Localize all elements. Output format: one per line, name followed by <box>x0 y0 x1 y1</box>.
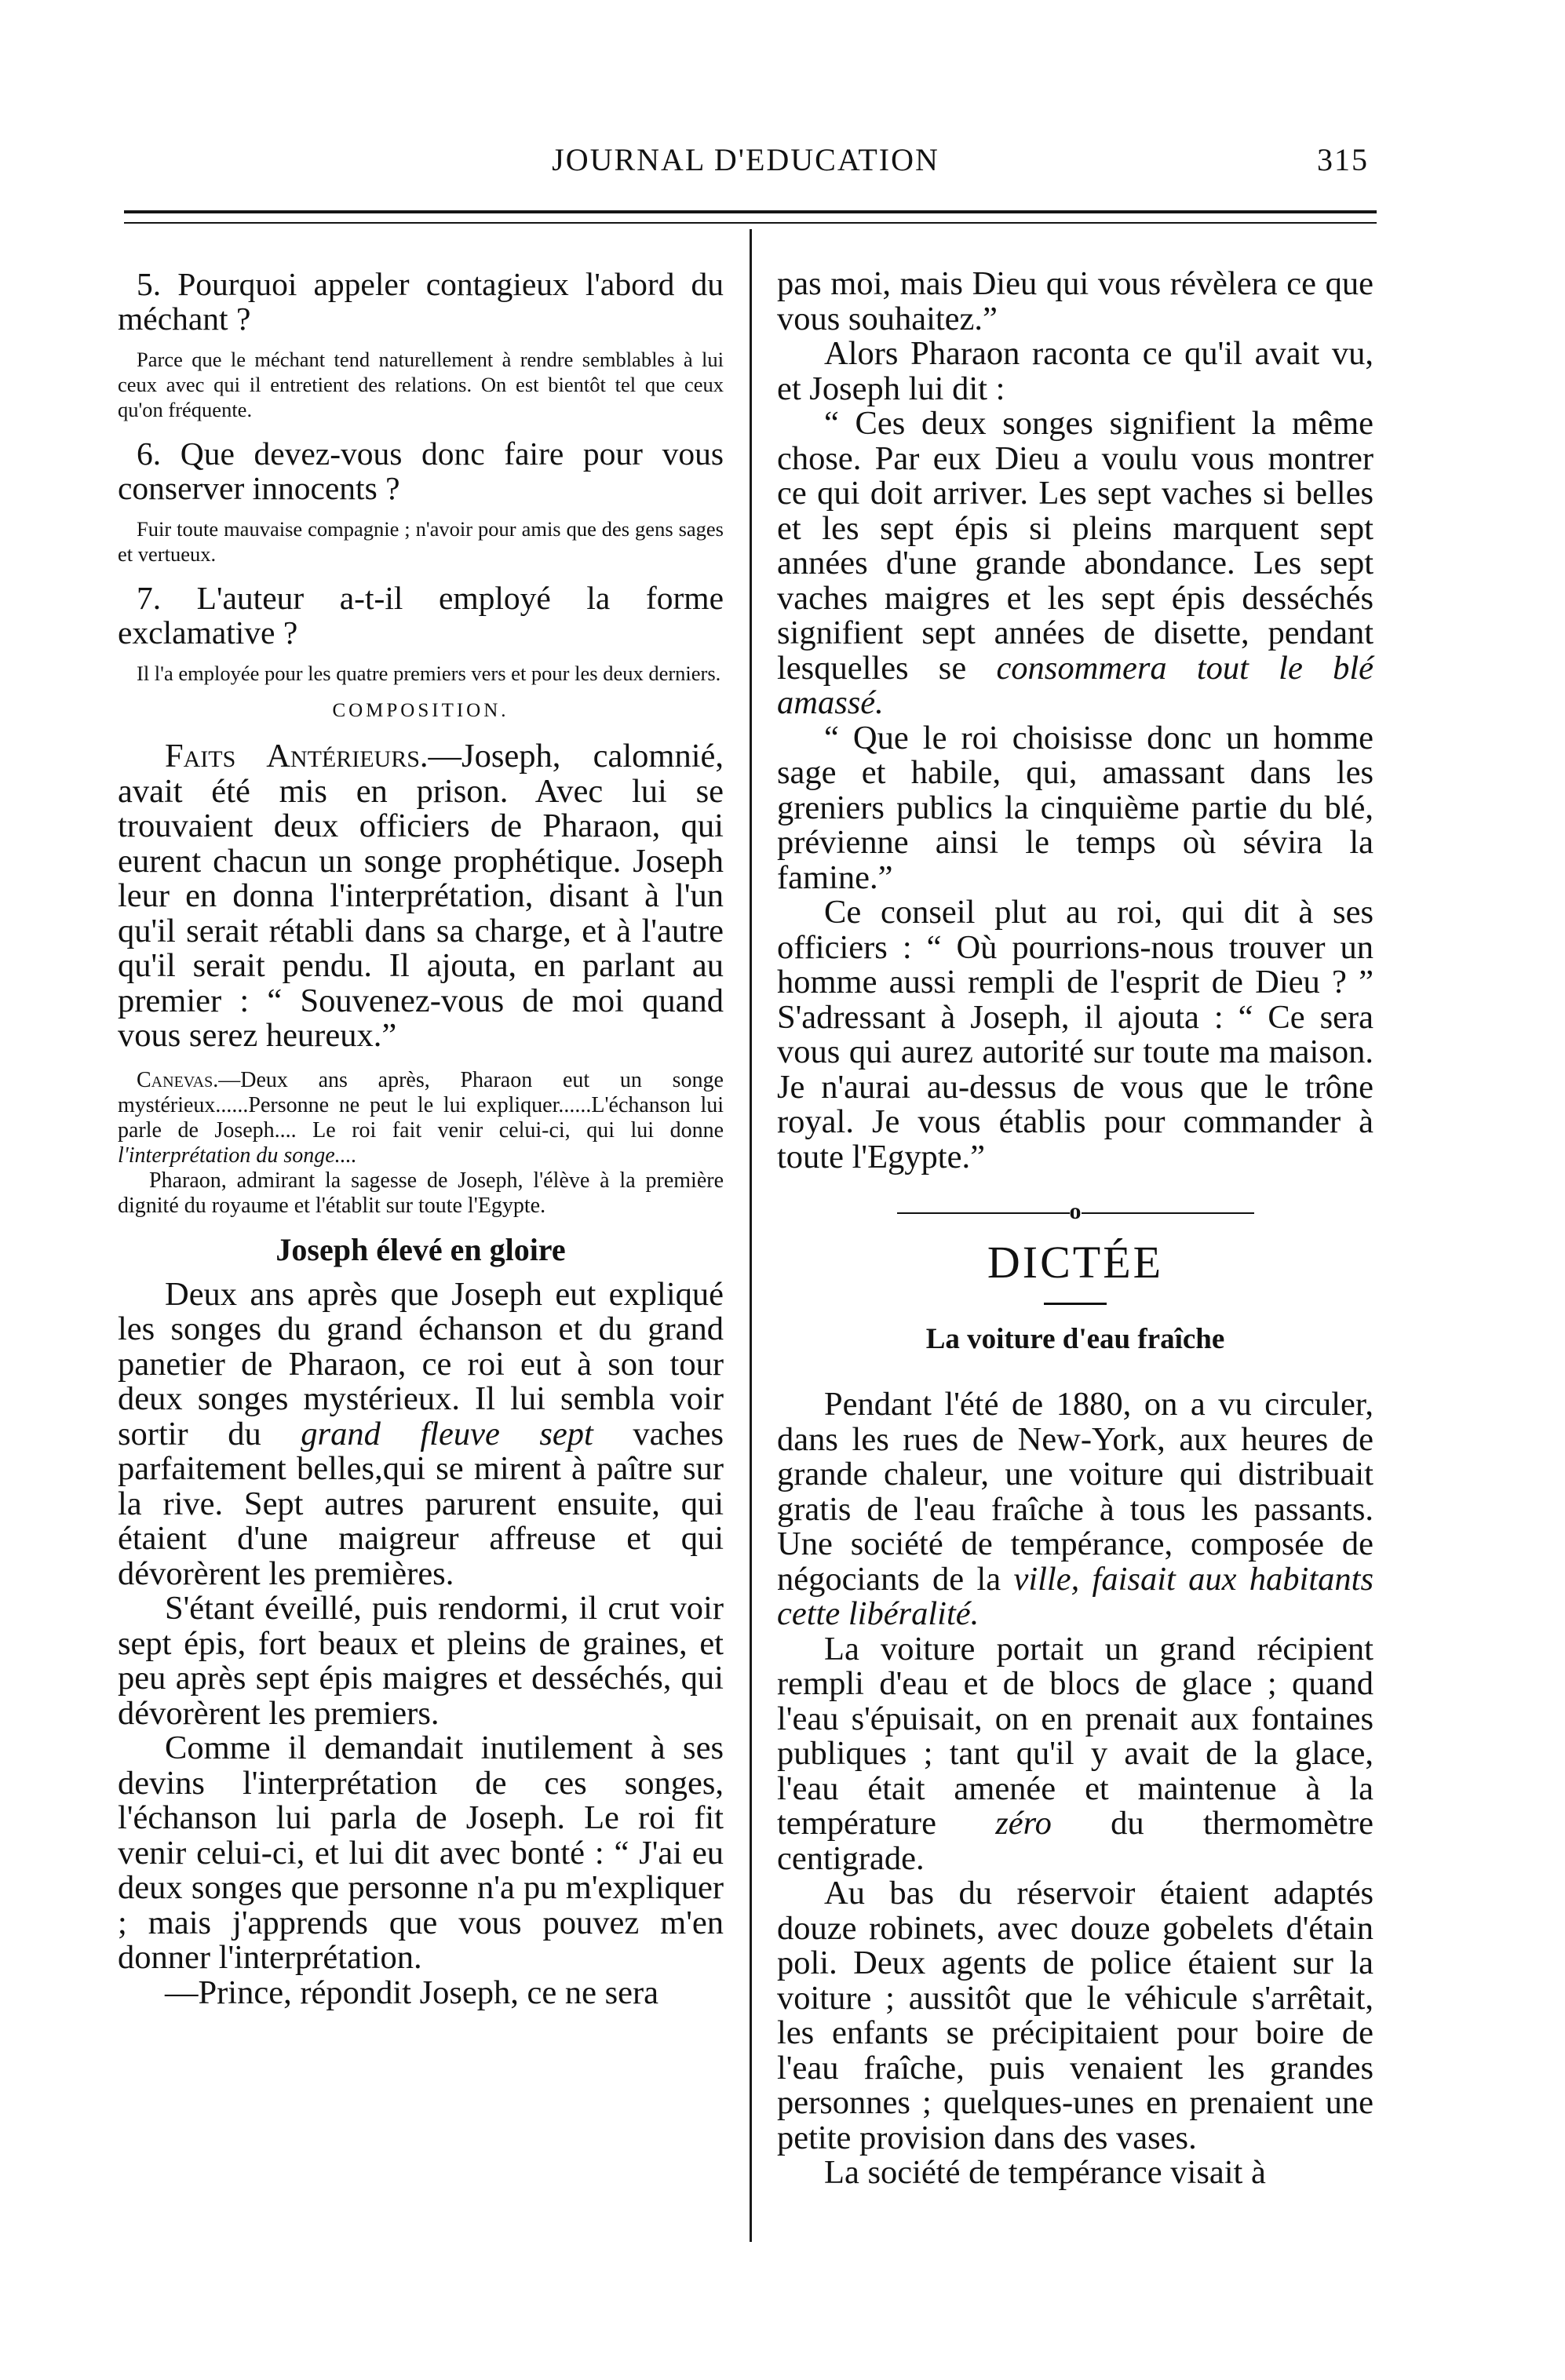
dictee-paragraph-4: La société de tempérance visait à <box>824 2154 1266 2191</box>
page-number: 315 <box>1317 142 1369 177</box>
dictee-p1-a: Pendant l'été de 1880, on a vu circuler, dans les rues de New-York, aux heures de grande chaleur, une voiture qui distribuait gratis de l'eau fraîche à tous les passants. Une société de tempérance, composée de négociants de la <box>777 1386 1373 1598</box>
story-continued-5: Ce conseil plut au roi, qui dit à ses officiers : “ Où pourrions-nous trouver un homme aussi rempli de l'esprit de Dieu ? ” S'adressant à Joseph, il ajouta : “ Ce sera vous qui aurez autorité sur toute ma maison. Je n'aurai au-dessus de vous que le trône royal. Je vous établis pour commander à toute l'Egypte.” <box>777 894 1373 1175</box>
page-header <box>118 135 1373 190</box>
faits-label: Faits Antérieurs. <box>165 738 429 775</box>
story-paragraph-2: S'étant éveillé, puis rendormi, il crut voir sept épis, fort beaux et pleins de graines, et peu après sept épis maigres et desséchés, qui dévorèrent les premiers. <box>118 1590 724 1732</box>
story-p1-a: Deux ans après que Joseph eut expliqué les songes du grand échanson et du grand panetier de Pharaon, ce roi eut à son tour deux songes mystérieux. Il lui sembla voir sortir du <box>118 1275 724 1452</box>
story-paragraph-1 <box>118 1277 724 1592</box>
dictee-p2-a: La voiture portait un grand récipient rempli d'eau et de blocs de glace ; quand l'eau s'épuisait, on en prenait aux fontaines publiques ; tant qu'il y avait de la glace, l'eau était amenée et maintenue à la température <box>777 1630 1373 1842</box>
dictee-rule <box>1044 1303 1107 1305</box>
canevas-paragraph <box>118 1068 724 1168</box>
faits-text: —Joseph, calomnié, avait été mis en prison. Avec lui se trouvaient deux officiers de Pharaon, qui eurent chacun un songe prophétique. Joseph leur en donna l'interprétation, disant à l'un qu'il serait rétabli dans sa charge, et à l'autre qu'il serait pendu. Il ajouta, en parlant au premier : “ Souvenez-vous de moi quand vous serez heureux.” <box>118 738 724 1054</box>
running-title: JOURNAL D'EDUCATION <box>552 142 939 177</box>
question-7: 7. L'auteur a-t-il employé la forme exclamative ? <box>118 580 724 651</box>
canevas-label: Canevas. <box>137 1067 219 1092</box>
dictee-paragraph-1 <box>777 1387 1373 1632</box>
story-c3-a: “ Ces deux songes signifient la même chose. Par eux Dieu a voulu vous montrer ce qui doit arriver. Les sept vaches si belles et les sept épis si pleins marquent sept années d'une grande abondance. Les sept vaches maigres et les sept épis desséchés signifient sept années de disette, pendant lesquelles se <box>777 405 1373 687</box>
separator-mark: o <box>1069 1198 1082 1224</box>
right-column <box>777 267 1373 2191</box>
composition-heading: COMPOSITION. <box>332 700 509 721</box>
separator-rule-right <box>1082 1212 1254 1214</box>
dictee-p1-italic: ville, faisait aux habitants cette libéralité. <box>777 1560 1373 1632</box>
story-p1-italic: grand fleuve sept <box>301 1415 593 1452</box>
dictee-paragraph-2 <box>777 1632 1373 1877</box>
story-paragraph-4: —Prince, répondit Joseph, ce ne sera <box>165 1974 659 2011</box>
header-rule-thin <box>124 222 1377 224</box>
dictee-p2-b: du thermomètre centigrade. <box>777 1805 1373 1877</box>
dictee-paragraph-3: Au bas du réservoir étaient adaptés douze robinets, avec douze gobelets d'étain poli. Deux agents de police étaient sur la voiture ; aussitôt que le véhicule s'arrêtait, les enfants se précipitaient pour boire de l'eau fraîche, puis venaient les grandes personnes ; quelques-unes en prenaient une petite provision dans des vases. <box>777 1875 1373 2156</box>
canevas-italic: l'interprétation du songe.... <box>118 1143 357 1168</box>
story-continued-2: Alors Pharaon raconta ce qu'il avait vu, et Joseph lui dit : <box>777 335 1373 407</box>
story-continued-1: pas moi, mais Dieu qui vous révèlera ce que vous souhaitez.” <box>777 265 1373 337</box>
dictee-title: DICTÉE <box>987 1237 1164 1288</box>
story-p1-b: vaches parfaitement belles,qui se mirent à paître sur la rive. Sept autres parurent ensuite, qui étaient d'une maigreur affreuse et qui dévorèrent les premières. <box>118 1415 724 1592</box>
story-c3-italic: consommera tout le blé amassé. <box>777 649 1373 721</box>
story-continued-4: “ Que le roi choisisse donc un homme sage et habile, qui, amassant dans les greniers publics la cinquième partie du blé, prévienne ainsi le temps où sévira la famine.” <box>777 719 1373 896</box>
answer-5: Parce que le méchant tend naturellement à rendre semblables à lui ceux avec qui il entretient des relations. On est bientôt tel que ceux qu'on fréquente. <box>118 348 724 421</box>
header-rule-thick <box>124 210 1377 213</box>
question-5: 5. Pourquoi appeler contagieux l'abord du méchant ? <box>118 266 724 337</box>
story-title: Joseph élevé en gloire <box>275 1231 566 1267</box>
story-paragraph-3: Comme il demandait inutilement à ses devins l'interprétation de ces songes, l'échanson lui parla de Joseph. Le roi fit venir celui-ci, et lui dit avec bonté : “ J'ai eu deux songes que personne n'a pu m'expliquer ; mais j'apprends que vous pouvez m'en donner l'interprétation. <box>118 1729 724 1976</box>
column-divider <box>750 229 752 2242</box>
story-continued-3 <box>777 406 1373 721</box>
section-separator <box>777 1198 1373 1225</box>
faits-anterieurs-paragraph <box>118 739 724 1054</box>
dictee-subtitle: La voiture d'eau fraîche <box>925 1323 1225 1355</box>
separator-rule-left <box>897 1212 1070 1214</box>
canevas-paragraph-2: Pharaon, admirant la sagesse de Joseph, l'élève à la première dignité du royaume et l'établit sur toute l'Egypte. <box>118 1168 724 1218</box>
left-column <box>118 267 724 2010</box>
answer-6: Fuir toute mauvaise compagnie ; n'avoir pour amis que des gens sages et vertueux. <box>118 517 724 566</box>
question-6: 6. Que devez-vous donc faire pour vous conserver innocents ? <box>118 436 724 506</box>
answer-7: Il l'a employée pour les quatre premiers vers et pour les deux derniers. <box>137 662 721 685</box>
dictee-p2-italic: zéro <box>995 1805 1052 1842</box>
canevas-text: —Deux ans après, Pharaon eut un songe mystérieux......Personne ne peut le lui expliquer......L'échanson lui parle de Joseph.... Le roi fait venir celui-ci, qui lui donne <box>118 1067 724 1143</box>
